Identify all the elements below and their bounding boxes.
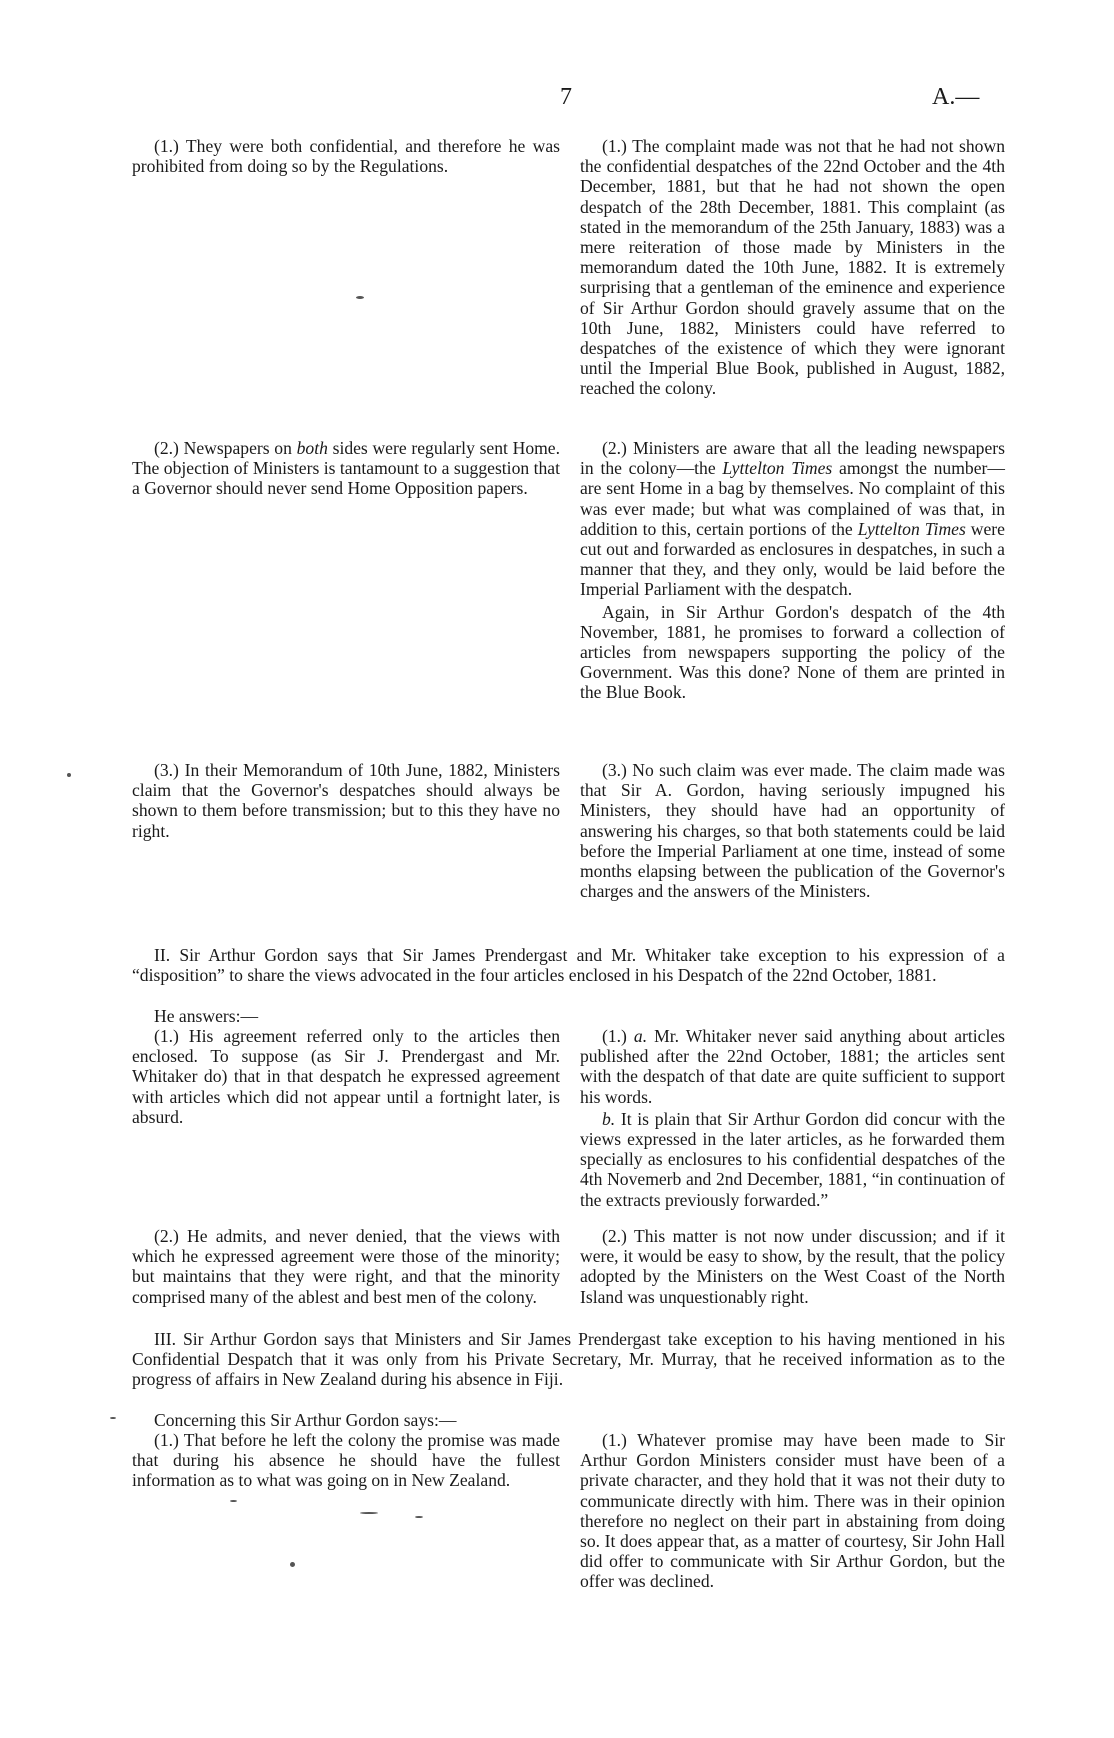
s2-item1-left (132, 1026, 560, 1127)
series-mark: A.— (932, 84, 980, 110)
s1-item1-right (580, 136, 1005, 399)
s1-item3-right-text: (3.) No such claim was ever made. The claim made was that Sir A. Gordon, having seriously impugned his Ministers, they should have had an opportunity of answering his charges, so that both statements could be laid before the Imperial Parliament at one time, instead of some months elapsing between the publication of the Governor's charges and the answers of the Ministers. (580, 760, 1005, 902)
s2-item1-right (580, 1026, 1005, 1210)
s2-item1-right-a-em: a. (633, 1026, 648, 1046)
s2-item2-left-text: (2.) He admits, and never denied, that the views with which he expressed agreement were those of the minority; but maintains that they were right, and that the minority comprised many of the ablest and best men of the colony. (132, 1226, 560, 1307)
scan-speck (67, 773, 71, 777)
s1-item2-right (580, 438, 1005, 703)
s1-item2-left-em: both (296, 438, 328, 458)
s1-item3-right (580, 760, 1005, 901)
s2-item2-right-text: (2.) This matter is not now under discussion; and if it were, it would be easy to show, by the result, that the policy adopted by the Ministers on the West Coast of the North Island was unquestionably right. (580, 1226, 1005, 1307)
s3-item1-left-text: (1.) That before he left the colony the promise was made that during his absence he should have the fullest information as to what was going on in New Zealand. (132, 1430, 560, 1491)
scan-speck (356, 296, 364, 299)
s2-item1-right-a-pre: (1.) (602, 1026, 634, 1046)
s3-heading-text: III. Sir Arthur Gordon says that Ministers and Sir James Prendergast take exception to his having mentioned in his Confidential Despatch that it was only from his Private Secretary, Mr. Murray, that he received information as to the progress of affairs in New Zealand during his absence in Fiji. (132, 1329, 1005, 1390)
s1-item1-right-text: (1.) The complaint made was not that he had not shown the confidential despatches of the 22nd October and the 4th December, 1881, but that he had not shown the open despatch of the 28th December, 1881. This complaint (as stated in the memorandum of the 25th January, 1883) was a mere reiteration of those made by Ministers in the memorandum dated the 10th June, 1882. It is extremely surprising that a gentleman of the eminence and experience of Sir Arthur Gordon should gravely assume that on the 10th June, 1882, Ministers could have referred to despatches of the existence of which they were ignorant until the Imperial Blue Book, published in August, 1882, reached the colony. (580, 136, 1005, 399)
s1-item2-right-p1-c: were cut out and forwarded as enclosures in despatches, in such a manner that they, and they only, would be laid before the Imperial Parliament with the despatch. (580, 518, 1005, 600)
s2-intro (132, 1006, 1005, 1026)
s1-item2-right-p1 (580, 438, 1005, 600)
s1-item2-right-p1-a: (2.) Ministers are aware that all the leading newspapers in the colony—the (580, 438, 1005, 479)
s1-item3-left (132, 760, 560, 841)
scan-speck (360, 1512, 378, 1514)
s2-item1-left-text: (1.) His agreement referred only to the articles then enclosed. To suppose (as Sir J. Prendergast and Mr. Whitaker do) that in that despatch he expressed agreement with articles which did not appear until a fortnight later, is absurd. (132, 1026, 560, 1127)
scan-speck (110, 1417, 116, 1419)
s1-item1-left (132, 136, 560, 176)
s3-item1-right-text: (1.) Whatever promise may have been made to Sir Arthur Gordon Ministers consider must have been of a private character, and they hold that it was not their duty to communicate directly with him. There was in their opinion therefore no neglect on their part in abstaining from doing so. It does appear that, as a matter of courtesy, Sir John Hall did offer to communicate with Sir Arthur Gordon, but the offer was declined. (580, 1430, 1005, 1592)
s2-item1-right-a (580, 1026, 1005, 1107)
s1-item2-left (132, 438, 560, 499)
s1-item2-left-post: sides were regularly sent Home. The objection of Ministers is tantamount to a suggestion that a Governor should never send Home Opposition papers. (132, 438, 561, 499)
s1-item1-left-text: (1.) They were both confidential, and therefore he was prohibited from doing so by the Regulations. (132, 136, 560, 177)
s2-item1-right-a-post: Mr. Whitaker never said anything about articles published after the 22nd October, 1881; the articles sent with the despatch of that date are quite sufficient to support his words. (580, 1026, 1006, 1107)
page-number: 7 (560, 84, 572, 110)
s1-item2-right-p2: Again, in Sir Arthur Gordon's despatch of the 4th November, 1881, he promises to forward a collection of articles from newspapers supporting the policy of the Government. Was this done? None of them are printed in the Blue Book. (580, 601, 1005, 703)
s2-heading (132, 945, 1005, 985)
s2-item1-right-b (580, 1109, 1005, 1210)
s1-item3-left-text: (3.) In their Memorandum of 10th June, 1882, Ministers claim that the Governor's despatches should always be shown to them before transmission; but to this they have no right. (132, 760, 560, 841)
s2-item2-right (580, 1226, 1005, 1307)
s3-intro (132, 1410, 1005, 1430)
scan-speck (290, 1562, 295, 1567)
s1-item2-left-text (132, 438, 560, 499)
s2-item2-left (132, 1226, 560, 1307)
s2-item1-right-b-em: b. (602, 1108, 616, 1129)
s1-item2-left-pre: (2.) Newspapers on (154, 438, 297, 458)
s1-item2-right-p1-em2: Lyttelton Times (857, 518, 966, 539)
s2-heading-text: II. Sir Arthur Gordon says that Sir James Prendergast and Mr. Whitaker take exception to his expression of a “disposition” to share the views advocated in the four articles enclosed in his Despatch of the 22nd October, 1881. (132, 945, 1005, 986)
s1-item2-right-p1-b: amongst the number—are sent Home in a bag by themselves. No complaint of this was ever made; but what was complained of was that, in addition to this, certain portions of the (580, 458, 1005, 539)
s2-item1-right-b-post: It is plain that Sir Arthur Gordon did concur with the views expressed in the later articles, as he forwarded them specially as enclosures to his confidential despatches of the 4th Novemerb and 2nd December, 1881, “in continuation of the extracts previously forwarded.” (580, 1108, 1005, 1210)
s3-item1-left (132, 1430, 560, 1491)
s2-intro-text: He answers:— (154, 1006, 259, 1026)
s3-intro-text: Concerning this Sir Arthur Gordon says:— (154, 1410, 457, 1430)
s1-item2-right-p1-em1: Lyttelton Times (722, 458, 833, 479)
s3-item1-right (580, 1430, 1005, 1592)
s3-heading (132, 1329, 1005, 1390)
scan-speck (415, 1516, 423, 1518)
scan-speck (230, 1500, 237, 1502)
